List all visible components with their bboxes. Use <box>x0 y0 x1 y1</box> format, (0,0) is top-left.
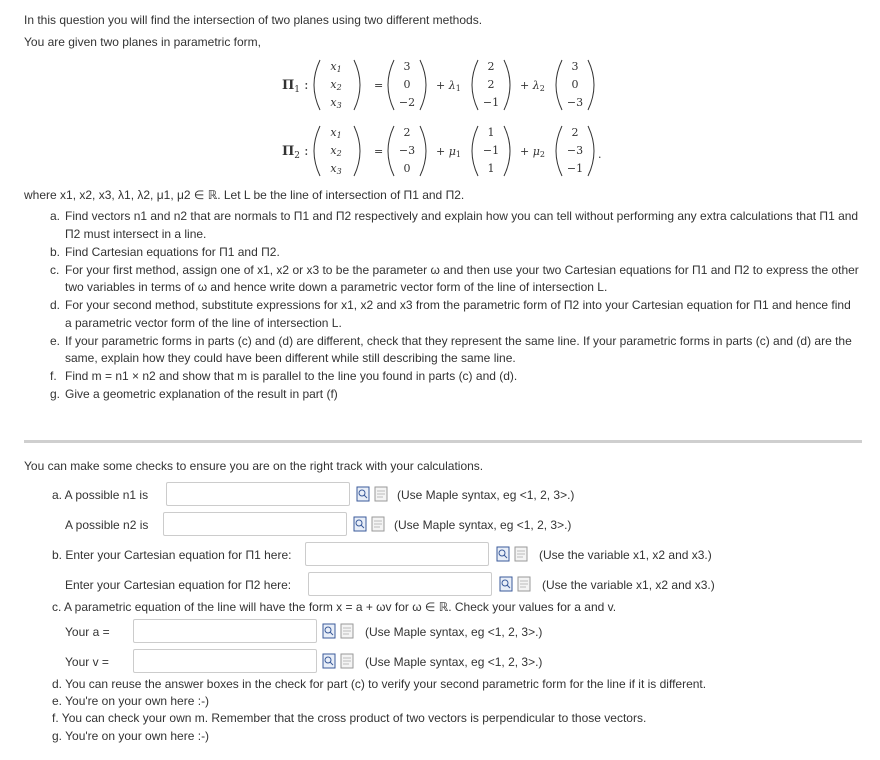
preview-icon[interactable] <box>499 576 513 592</box>
svg-text:−3: −3 <box>566 96 584 109</box>
svg-text:+ μ1: + μ1 <box>436 145 461 159</box>
check-a-n1-label: a. A possible n1 is <box>52 488 149 502</box>
pi2-cartesian-input[interactable] <box>308 572 492 596</box>
check-g-text: g. You're on your own here :-) <box>52 729 210 743</box>
svg-text:0: 0 <box>571 78 579 91</box>
svg-text:+ μ2: + μ2 <box>520 145 545 159</box>
maple-hint: (Use Maple syntax, eg <1, 2, 3>.) <box>365 625 543 639</box>
part-e: e. If your parametric forms in parts (c) and (d) are different, check that they represent the same line. If your parametric forms in parts (c) and (d) are the same, explain how they could have been different while still describing the same line. <box>50 333 852 365</box>
check-b-pi1-label: b. Enter your Cartesian equation for Π1 here: <box>52 548 292 562</box>
svg-text:.: . <box>598 148 602 161</box>
svg-text:x1: x1 <box>330 126 342 140</box>
svg-text:2: 2 <box>571 126 579 139</box>
section-divider <box>24 440 862 443</box>
svg-text:x3: x3 <box>330 162 342 176</box>
preview-icon[interactable] <box>356 486 370 502</box>
pi1-label: $\Pi_1$ : <box>282 78 309 95</box>
variable-hint: (Use the variable x1, x2 and x3.) <box>542 578 715 592</box>
svg-text:=: = <box>374 79 384 92</box>
help-icon[interactable] <box>374 486 388 502</box>
check-c-a-label: Your a = <box>65 625 110 639</box>
pi1-cartesian-input[interactable] <box>305 542 489 566</box>
part-a: a. Find vectors n1 and n2 that are normals to Π1 and Π2 respectively and explain how you can tell without performing any extra calculations that Π1 and Π2 must intersect in a line. <box>50 209 859 241</box>
help-icon[interactable] <box>340 623 354 639</box>
a-input[interactable] <box>133 619 317 643</box>
pi2-label: $\Pi_2$ : <box>282 144 309 161</box>
question-parts <box>0 208 860 404</box>
check-c-v-label: Your v = <box>65 655 109 669</box>
svg-text:3: 3 <box>571 60 579 73</box>
help-icon[interactable] <box>340 653 354 669</box>
help-icon[interactable] <box>517 576 531 592</box>
part-d: d. For your second method, substitute expressions for x1, x2 and x3 from the parametric form of Π2 into your Cartesian equation for Π1 and hence find a parametric vector form of the line of intersection L. <box>50 298 851 330</box>
maple-hint: (Use Maple syntax, eg <1, 2, 3>.) <box>365 655 543 669</box>
preview-icon[interactable] <box>353 516 367 532</box>
where-text: where x1, x2, x3, λ1, λ2, μ1, μ2 ∈ ℝ. Let L be the line of intersection of Π1 and Π2. <box>24 188 465 202</box>
svg-text:x3: x3 <box>330 96 342 110</box>
maple-hint: (Use Maple syntax, eg <1, 2, 3>.) <box>397 488 575 502</box>
svg-text:=: = <box>374 145 384 158</box>
n2-input[interactable] <box>163 512 347 536</box>
part-f: f. Find m = n1 × n2 and show that m is parallel to the line you found in parts (c) and (d). <box>50 369 518 383</box>
plane-equations <box>270 56 630 186</box>
svg-text:−1: −1 <box>482 144 500 157</box>
v-input[interactable] <box>133 649 317 673</box>
svg-text:−3: −3 <box>398 144 416 157</box>
preview-icon[interactable] <box>496 546 510 562</box>
help-icon[interactable] <box>371 516 385 532</box>
svg-text:2: 2 <box>403 126 411 139</box>
part-g: g. Give a geometric explanation of the result in part (f) <box>50 387 338 401</box>
check-d-text: d. You can reuse the answer boxes in the check for part (c) to verify your second parametric form for the line if it is different. <box>52 677 707 691</box>
svg-text:−3: −3 <box>566 144 584 157</box>
check-f-text: f. You can check your own m. Remember that the cross product of two vectors is perpendicular to those vectors. <box>52 711 647 725</box>
preview-icon[interactable] <box>322 623 336 639</box>
help-icon[interactable] <box>514 546 528 562</box>
part-b: b. Find Cartesian equations for Π1 and Π2. <box>50 244 280 259</box>
svg-text:x2: x2 <box>330 78 342 92</box>
svg-text:+ λ1: + λ1 <box>436 79 461 93</box>
svg-text:1: 1 <box>487 162 495 175</box>
svg-text:+ λ2: + λ2 <box>520 79 545 93</box>
svg-text:0: 0 <box>403 162 411 175</box>
svg-text:−1: −1 <box>566 162 584 175</box>
checks-intro: You can make some checks to ensure you are on the right track with your calculations. <box>24 459 484 473</box>
svg-text:−1: −1 <box>482 96 500 109</box>
svg-text:x1: x1 <box>330 60 342 74</box>
check-b-pi2-label: Enter your Cartesian equation for Π2 here: <box>65 578 292 592</box>
check-c-label: c. A parametric equation of the line will have the form x = a + ωv for ω ∈ ℝ. Check your values for a and v. <box>52 600 617 614</box>
variable-hint: (Use the variable x1, x2 and x3.) <box>539 548 712 562</box>
check-e-text: e. You're on your own here :-) <box>52 694 210 708</box>
n1-input[interactable] <box>166 482 350 506</box>
part-c: c. For your first method, assign one of x1, x2 or x3 to be the parameter ω and then use your two Cartesian equations for Π1 and Π2 to express the other two variables in terms of ω and hence write down a parametric vector form of the line of intersection L. <box>50 262 859 294</box>
intro-line-2: You are given two planes in parametric form, <box>24 35 262 49</box>
pi1-point-1: 3 <box>403 60 411 73</box>
check-a-n2-label: A possible n2 is <box>65 518 149 532</box>
pi1-point-2: 0 <box>403 78 411 91</box>
maple-hint: (Use Maple syntax, eg <1, 2, 3>.) <box>394 518 572 532</box>
svg-text:1: 1 <box>487 126 495 139</box>
svg-text:2: 2 <box>487 60 495 73</box>
svg-text:x2: x2 <box>330 144 342 158</box>
svg-text:2: 2 <box>487 78 495 91</box>
pi1-point-3: −2 <box>398 96 416 109</box>
preview-icon[interactable] <box>322 653 336 669</box>
intro-line-1: In this question you will find the intersection of two planes using two different methods. <box>24 13 483 27</box>
